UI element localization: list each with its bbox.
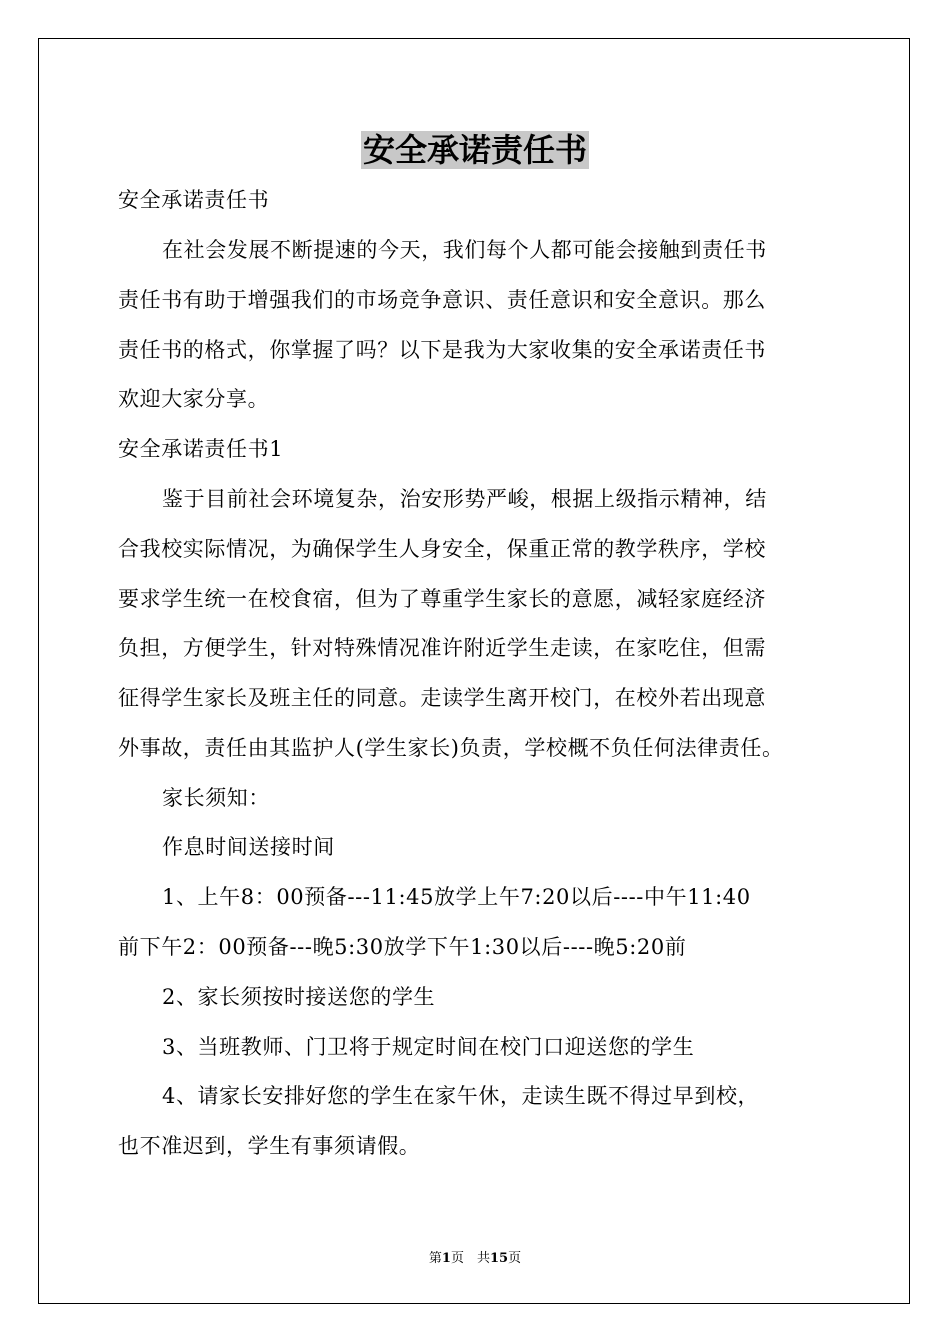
paragraph-line: 责任书有助于增强我们的市场竞争意识、责任意识和安全意识。那么 — [118, 288, 766, 312]
page-footer — [0, 1247, 950, 1266]
paragraph-line: 也不准迟到，学生有事须请假。 — [118, 1134, 421, 1158]
paragraph-line: 外事故，责任由其监护人(学生家长)负责，学校概不负任何法律责任。 — [118, 736, 784, 760]
footer-mid: 页 共 — [450, 1251, 490, 1266]
paragraph-line: 合我校实际情况，为确保学生人身安全，保重正常的教学秩序，学校 — [118, 537, 766, 561]
paragraph-line: 1、上午8：00预备---11:45放学上午7:20以后----中午11:40 — [162, 885, 751, 909]
paragraph-line: 4、请家长安排好您的学生在家午休，走读生既不得过早到校， — [162, 1084, 760, 1108]
paragraph-line: 2、家长须按时接送您的学生 — [162, 985, 436, 1009]
paragraph-line: 负担，方便学生，针对特殊情况准许附近学生走读，在家吃住，但需 — [118, 636, 766, 660]
paragraph-line: 鉴于目前社会环境复杂，治安形势严峻，根据上级指示精神，结 — [162, 487, 767, 511]
paragraph-line: 要求学生统一在校食宿，但为了尊重学生家长的意愿，减轻家庭经济 — [118, 587, 766, 611]
paragraph-line: 责任书的格式，你掌握了吗？以下是我为大家收集的安全承诺责任书 — [118, 338, 766, 362]
page-border — [38, 38, 910, 1304]
document-title: 安全承诺责任书 — [362, 131, 587, 169]
paragraph-line: 家长须知： — [162, 786, 270, 810]
footer-page-number: 1 — [441, 1251, 451, 1266]
paragraph-line: 前下午2：00预备---晚5:30放学下午1:30以后----晚5:20前 — [118, 935, 687, 959]
text-line: 安全承诺责任书 — [118, 188, 270, 212]
paragraph-line: 在社会发展不断提速的今天，我们每个人都可能会接触到责任书 — [162, 238, 767, 262]
footer-total-pages: 15 — [489, 1251, 509, 1266]
footer-suffix: 页 — [508, 1251, 522, 1266]
footer-prefix: 第 — [428, 1251, 442, 1266]
paragraph-line: 作息时间送接时间 — [162, 835, 335, 859]
section-heading: 安全承诺责任书1 — [118, 437, 284, 461]
paragraph-line: 欢迎大家分享。 — [118, 387, 270, 411]
paragraph-line: 3、当班教师、门卫将于规定时间在校门口迎送您的学生 — [162, 1035, 695, 1059]
paragraph-line: 征得学生家长及班主任的同意。走读学生离开校门，在校外若出现意 — [118, 686, 766, 710]
